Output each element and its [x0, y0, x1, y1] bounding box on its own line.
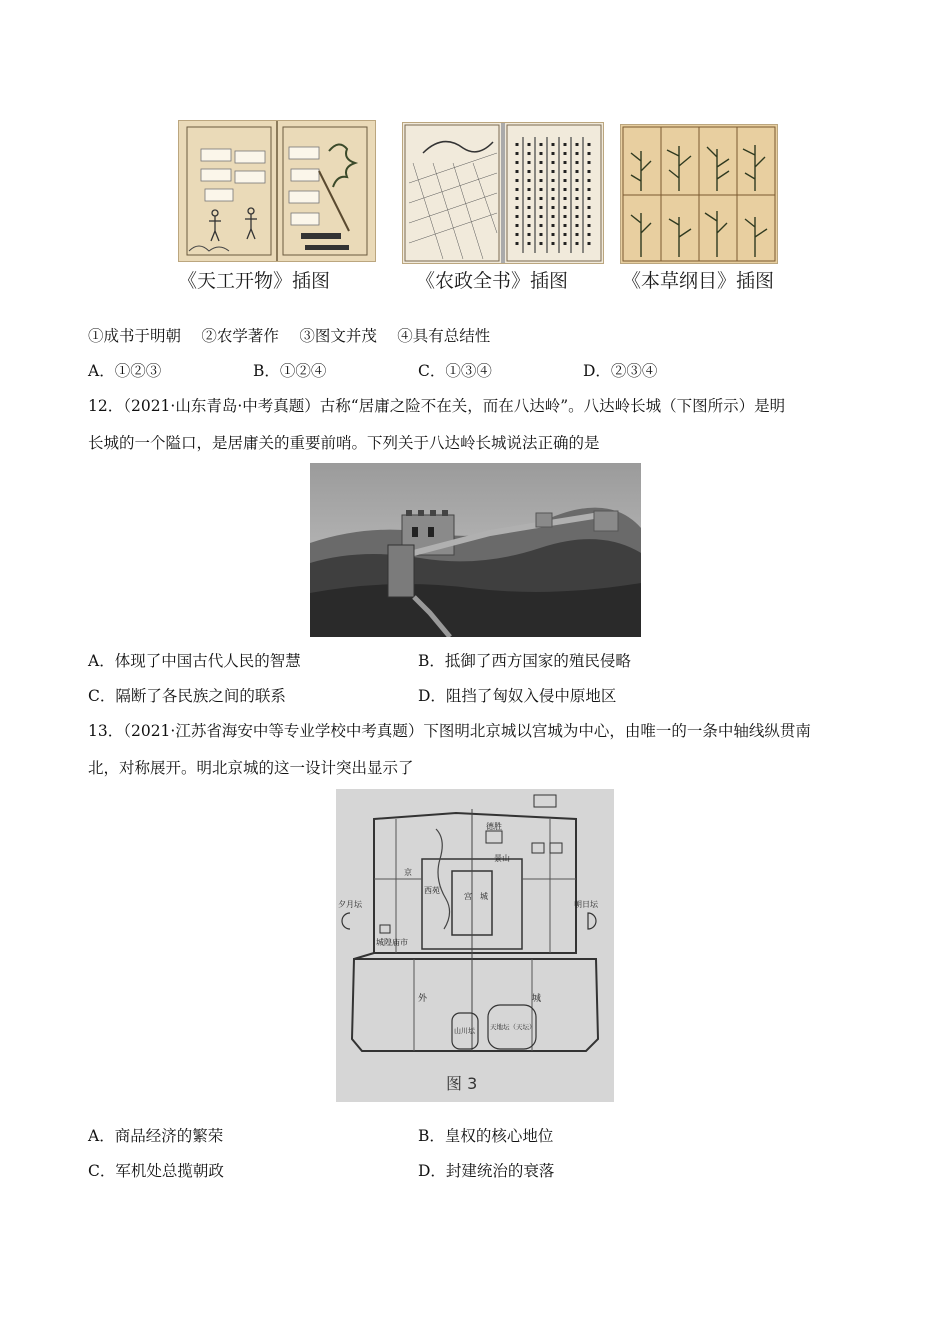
q12-option-d[interactable]: D．阻挡了匈奴入侵中原地区: [418, 687, 617, 705]
q13-stem-line2: 北，对称展开。明北京城的这一设计突出显示了: [88, 759, 414, 777]
q11-option-a[interactable]: A．①②③: [88, 362, 162, 380]
map-label-mountain: 山川坛: [454, 1027, 475, 1035]
book-illustration-image: [179, 121, 375, 261]
q13-option-a[interactable]: A．商品经济的繁荣: [88, 1127, 224, 1145]
tiangong-kaiwu-image: [178, 120, 376, 262]
map-label-jing: 京: [404, 868, 412, 877]
q12-option-b[interactable]: B．抵御了西方国家的殖民侵略: [418, 652, 631, 670]
nongzheng-quanshu-image: [402, 122, 604, 264]
map-label-top: 德胜: [486, 822, 502, 831]
q12-option-a[interactable]: A．体现了中国古代人民的智慧: [88, 652, 301, 670]
book-illustration-image: [621, 125, 777, 263]
q13-option-c[interactable]: C．军机处总揽朝政: [88, 1162, 224, 1180]
q11-statements: ①成书于明朝 ②农学著作 ③图文并茂 ④具有总结性: [88, 327, 491, 345]
map-figure-label: 图 3: [446, 1074, 478, 1093]
map-label-outer-left: 外: [418, 994, 428, 1004]
q12-stem-line1: 12．（2021·山东青岛·中考真题）古称“居庸之险不在关，而在八达岭”。八达岭长城（下图所示）是明: [88, 397, 786, 415]
great-wall-image: [310, 463, 641, 637]
q12-option-c[interactable]: C．隔断了各民族之间的联系: [88, 687, 286, 705]
map-label-jinshan: 景山: [494, 854, 510, 863]
nongzheng-caption: 《农政全书》插图: [416, 270, 569, 292]
map-label-sun: 朝日坛: [574, 900, 598, 909]
map-label-heaven: 天地坛（天坛）: [490, 1023, 536, 1031]
beijing-map-figure: [336, 789, 614, 1102]
map-label-moon: 夕月坛: [338, 900, 362, 909]
q11-option-c[interactable]: C．①③④: [418, 362, 492, 380]
book-illustration-image: [403, 123, 603, 263]
q11-figures: [170, 118, 790, 298]
map-label-gong: 宫: [464, 892, 472, 901]
map-label-xiyuan: 西苑: [424, 886, 440, 895]
q12-stem-line2: 长城的一个隘口，是居庸关的重要前哨。下列关于八达岭长城说法正确的是: [88, 434, 600, 452]
map-label-market: 城隍庙市: [376, 938, 408, 947]
bencao-gangmu-image: [620, 124, 778, 264]
great-wall-photo: [310, 463, 641, 637]
map-label-cheng: 城: [480, 892, 488, 901]
q13-option-b[interactable]: B．皇权的核心地位: [418, 1127, 554, 1145]
tiangong-caption: 《天工开物》插图: [178, 270, 331, 292]
q11-option-b[interactable]: B．①②④: [253, 362, 327, 380]
ming-beijing-map: [336, 789, 614, 1102]
q11-option-d[interactable]: D．②③④: [583, 362, 658, 380]
bencao-caption: 《本草纲目》插图: [622, 270, 775, 292]
q13-option-d[interactable]: D．封建统治的衰落: [418, 1162, 555, 1180]
q13-stem-line1: 13．（2021·江苏省海安中等专业学校中考真题）下图明北京城以宫城为中心，由唯一的一条中轴线纵贯南: [88, 722, 811, 740]
map-label-outer-right: 城: [532, 994, 542, 1004]
